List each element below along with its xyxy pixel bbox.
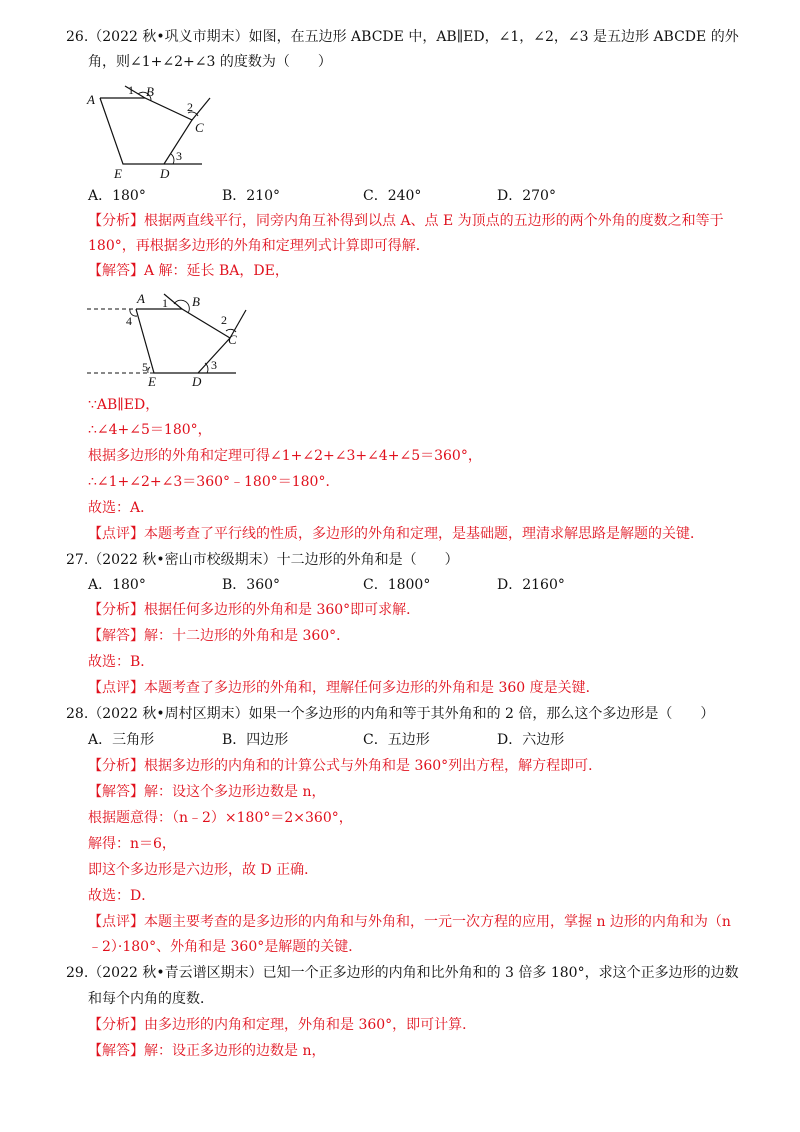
angle-3-label-2: 3 [211, 358, 217, 372]
q29-stem-line1: 29.（2022 秋•青云谱区期末）已知一个正多边形的内角和比外角和的 3 倍多 180°，求这个正多边形的边数 [66, 965, 739, 981]
vertex-b-label-2: B [192, 294, 200, 309]
q26-choice: 故选：A． [88, 500, 155, 516]
angle-1-label: 1 [128, 83, 134, 97]
vertex-c-label-2: C [228, 332, 237, 347]
q29-analysis: 【分析】由多边形的内角和定理，外角和是 360°，即可计算． [88, 1017, 477, 1033]
q27-comment: 【点评】本题考查了多边形的外角和，理解任何多边形的外角和是 360 度是关键． [88, 680, 600, 696]
q26-option-d: D．270° [497, 188, 556, 204]
q28-step-1: 根据题意得：（n﹣2）×180°＝2×360°， [88, 810, 353, 826]
q26-analysis-line1: 【分析】根据两直线平行，同旁内角互补得到以点 A、点 E 为顶点的五边形的两个外角的度数之和等于 [88, 213, 724, 229]
angle-4-label: 4 [126, 314, 132, 328]
q27-analysis: 【分析】根据任何多边形的外角和是 360°即可求解． [88, 602, 421, 618]
q26-pentagon-figure [80, 78, 220, 182]
vertex-d-label-2: D [192, 374, 202, 389]
q26-solution-figure [84, 284, 254, 390]
q29-answer: 【解答】解：设正多边形的边数是 n， [88, 1043, 326, 1059]
q26-stem-line1: 26.（2022 秋•巩义市期末）如图，在五边形 ABCDE 中，AB∥ED，∠1，∠2，∠3 是五边形 ABCDE 的外 [66, 29, 739, 45]
angle-1-label-2: 1 [162, 296, 168, 310]
extension-dc [192, 98, 210, 120]
q26-answer: 【解答】A 解：延长 BA，DE， [88, 263, 289, 279]
q28-option-d: D．六边形 [497, 732, 565, 748]
q26-step-4: ∴∠1+∠2+∠3＝360°﹣180°＝180°． [88, 474, 340, 490]
vertex-a-label: A [87, 92, 95, 107]
vertex-d-label: D [160, 166, 170, 181]
q28-option-a: A．三角形 [88, 732, 155, 748]
q27-option-a: A．180° [88, 577, 146, 593]
q28-stem: 28.（2022 秋•周村区期末）如果一个多边形的内角和等于其外角和的 2 倍，那么这个多边形是（ ） [66, 706, 715, 722]
angle-5-arc [148, 367, 150, 373]
q28-answer: 【解答】解：设这个多边形边数是 n， [88, 784, 326, 800]
q28-analysis: 【分析】根据多边形的内角和的计算公式与外角和是 360°列出方程，解方程即可． [88, 758, 603, 774]
vertex-e-label: E [114, 166, 122, 181]
vertex-b-label: B [146, 84, 154, 99]
q28-option-b: B．四边形 [222, 732, 289, 748]
q27-stem: 27.（2022 秋•密山市校级期末）十二边形的外角和是（ ） [66, 552, 459, 568]
q27-option-c: C．1800° [363, 577, 431, 593]
q28-comment-line1: 【点评】本题主要考查的是多边形的内角和与外角和，一元一次方程的应用，掌握 n 边形的内角和为（n [88, 914, 731, 930]
q26-option-a: A．180° [88, 188, 146, 204]
angle-1-arc-2 [174, 300, 189, 313]
q29-stem-line2: 和每个内角的度数． [88, 991, 214, 1007]
q26-step-3: 根据多边形的外角和定理可得∠1+∠2+∠3+∠4+∠5＝360°， [88, 448, 482, 464]
vertex-c-label: C [195, 120, 204, 135]
q28-step-2: 解得：n＝6， [88, 836, 176, 852]
q26-analysis-line2: 180°，再根据多边形的外角和定理列式计算即可得解． [88, 238, 430, 254]
q28-comment-line2: ﹣2）·180°、外角和是 360°是解题的关键． [88, 939, 363, 955]
angle-5-label: 5 [142, 360, 148, 374]
angle-3-arc [171, 154, 174, 164]
angle-2-label: 2 [187, 100, 193, 114]
q27-answer: 【解答】解：十二边形的外角和是 360°． [88, 628, 351, 644]
q27-option-d: D．2160° [497, 577, 565, 593]
q26-step-1: ∵AB∥ED， [88, 397, 160, 413]
vertex-a-label-2: A [137, 291, 145, 306]
q26-option-c: C．240° [363, 188, 422, 204]
q26-step-2: ∴∠4+∠5＝180°， [88, 422, 212, 438]
angle-3-label: 3 [176, 149, 182, 163]
q26-option-b: B．210° [222, 188, 281, 204]
q27-choice: 故选：B． [88, 654, 155, 670]
q28-choice: 故选：D． [88, 888, 156, 904]
q28-option-c: C．五边形 [363, 732, 430, 748]
angle-2-label-2: 2 [221, 313, 227, 327]
q27-option-b: B．360° [222, 577, 281, 593]
q28-step-3: 即这个多边形是六边形，故 D 正确． [88, 862, 319, 878]
q26-comment: 【点评】本题考查了平行线的性质，多边形的外角和定理，是基础题，理清求解思路是解题的关键． [88, 526, 704, 542]
q26-stem-line2: 角，则∠1+∠2+∠3 的度数为（ ） [88, 54, 332, 70]
vertex-e-label-2: E [148, 374, 156, 389]
